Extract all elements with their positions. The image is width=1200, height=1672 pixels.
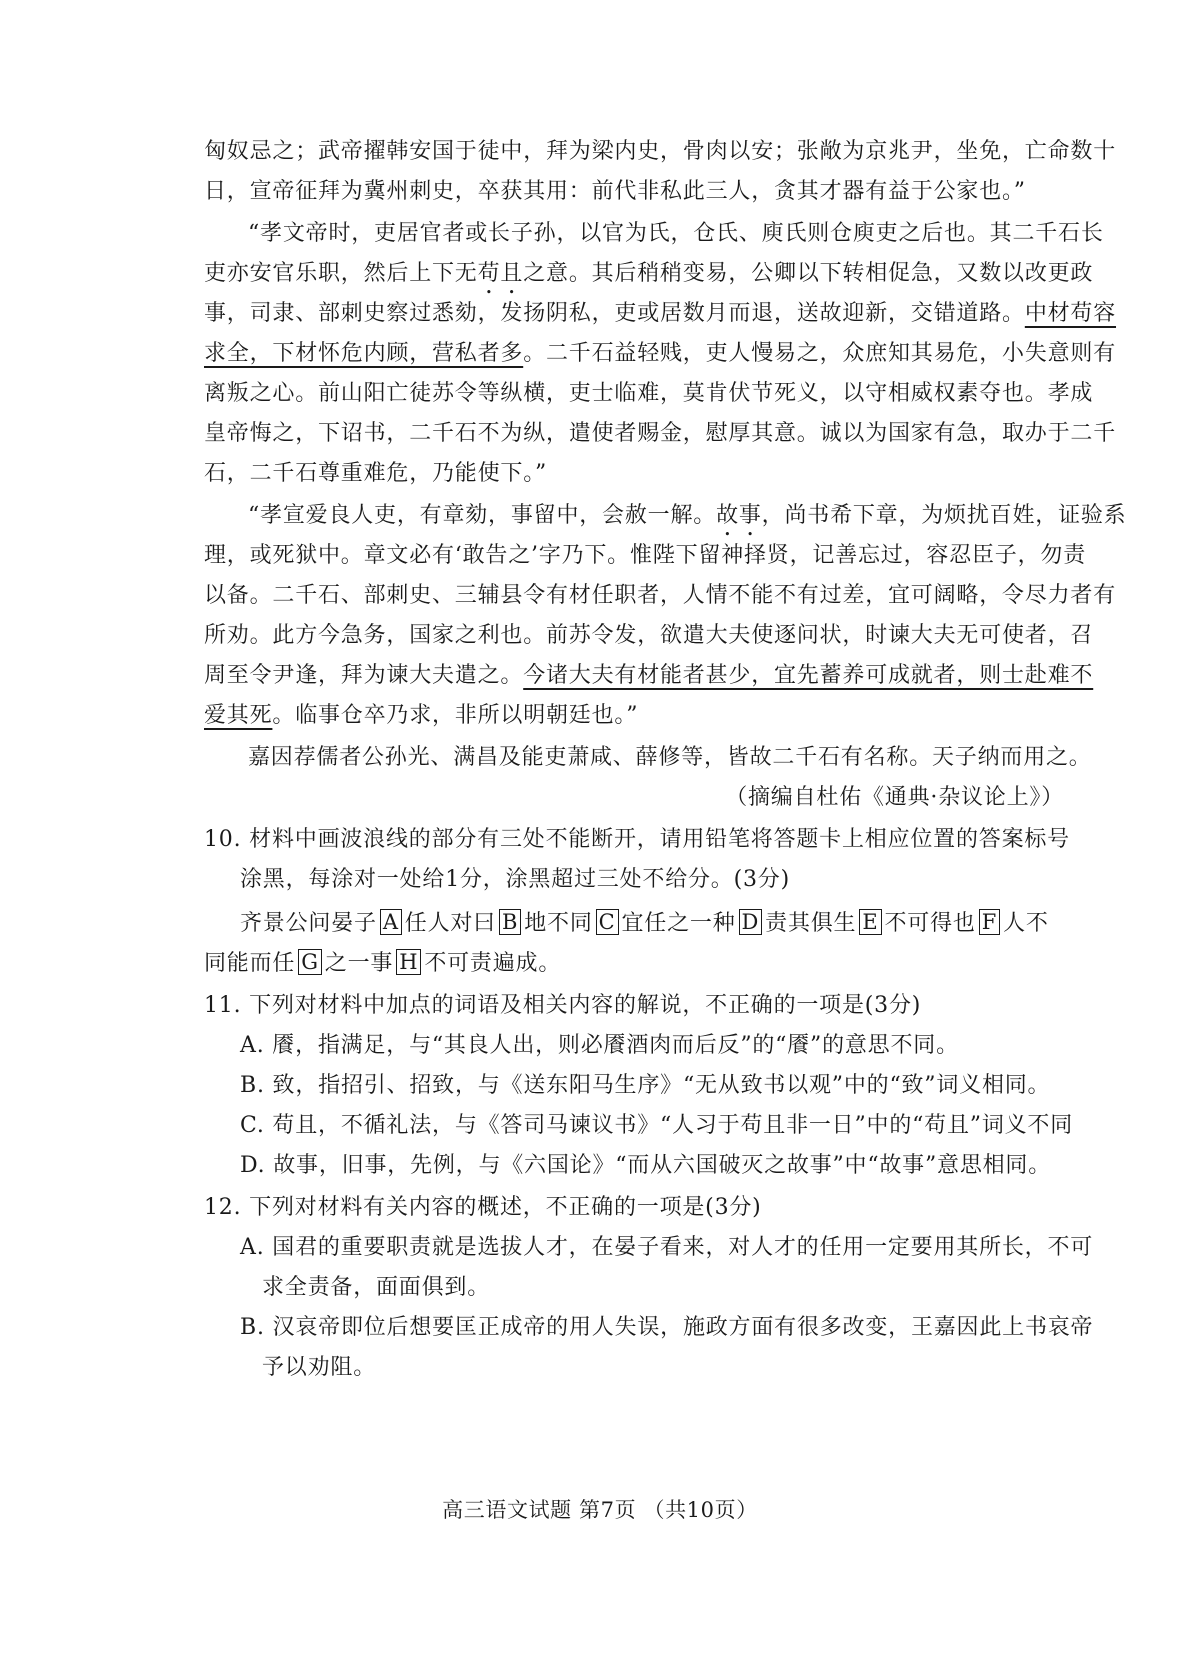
segment: 责其俱生 xyxy=(765,911,857,936)
q11-option-d: D. 故事，旧事，先例，与《六国论》“而从六国破灭之故事”中“故事”意思相同。 xyxy=(240,1153,1052,1178)
segment: 之一事 xyxy=(324,951,394,976)
q11-stem: 11. 下列对材料中加点的词语及相关内容的解说，不正确的一项是(3分) xyxy=(204,993,922,1018)
dotted-word-gouqie: 苟且 xyxy=(477,261,524,286)
q12-option-a-line-1: A. 国君的重要职责就是选拔人才，在晏子看来，对人才的任用一定要用其所长，不可 xyxy=(240,1235,1094,1260)
segment: 地不同 xyxy=(524,911,593,936)
passage-line-6 xyxy=(204,334,1117,374)
passage-line-14 xyxy=(204,656,1094,696)
q10-sentence-line-1 xyxy=(240,904,1064,944)
passage-line-7: 离叛之心。前山阳亡徒苏令等纵横，吏士临难，莫肯伏节死义，以守相威权素夺也。孝成 xyxy=(204,381,1094,406)
passage-line-16: 嘉因荐儒者公孙光、满昌及能吏萧咸、薛修等，皆故二千石有名称。天子纳而用之。 xyxy=(248,745,1092,770)
text-run: 周至令尹逢，拜为谏大夫遣之。 xyxy=(204,663,524,688)
q12-stem: 12. 下列对材料有关内容的概述，不正确的一项是(3分) xyxy=(204,1195,762,1220)
segment: 齐景公问晏子 xyxy=(240,911,377,936)
dotted-word-gushi: 故事 xyxy=(716,503,762,528)
passage-line-9: 石，二千石尊重难危，乃能使下。” xyxy=(204,461,548,486)
passage-line-10 xyxy=(248,496,1127,536)
segment: 同能而任 xyxy=(204,951,296,976)
q11-option-a: A. 餍，指满足，与“其良人出，则必餍酒肉而后反”的“餍”的意思不同。 xyxy=(240,1033,959,1058)
text-run: 。临事仓卒乃求，非所以明朝廷也。” xyxy=(272,703,639,728)
underlined-sentence: 今诸大夫有材能者甚少，宜先蓄养可成就者，则士赴难不 xyxy=(523,663,1094,688)
underlined-sentence: 中材苟容 xyxy=(1024,301,1117,326)
text-run: 。二千石益轻贱，吏人慢易之，众庶知其易危，小失意则有 xyxy=(523,341,1117,366)
q11-option-c: C. 苟且，不循礼法，与《答司马谏议书》“人习于苟且非一日”中的“苟且”词义不同 xyxy=(240,1113,1074,1138)
answer-box-c: C xyxy=(596,909,619,935)
passage-line-3: “孝文帝时，吏居官者或长子孙，以官为氏，仓氏、庾氏则仓庾吏之后也。其二千石长 xyxy=(248,221,1104,246)
source-citation: （摘编自杜佑《通典·杂议论上》） xyxy=(725,785,1064,810)
passage-line-13: 所劝。此方今急务，国家之利也。前苏令发，欲遣大夫使逐问状，时谏大夫无可使者，召 xyxy=(204,623,1094,648)
segment: 不可责遍成。 xyxy=(424,951,562,976)
answer-box-e: E xyxy=(859,909,881,935)
q12-option-b-line-2: 予以劝阻。 xyxy=(262,1355,377,1380)
underlined-sentence: 爱其死 xyxy=(204,703,273,728)
q10-stem-line-2: 涂黑，每涂对一处给1分，涂黑超过三处不给分。(3分) xyxy=(240,867,790,892)
passage-line-12: 以备。二千石、部刺史、三辅县令有材任职者，人情不能不有过差，宜可阔略，令尽力者有 xyxy=(204,583,1117,608)
answer-box-g: G xyxy=(298,949,322,975)
q10-stem-line-1: 10. 材料中画波浪线的部分有三处不能断开，请用铅笔将答题卡上相应位置的答案标号 xyxy=(204,827,1070,852)
answer-box-d: D xyxy=(739,909,763,935)
segment: 人不 xyxy=(1003,911,1049,936)
passage-line-11: 理，或死狱中。章文必有‘敢告之’字乃下。惟陛下留神择贤，记善忘过，容忍臣子，勿责 xyxy=(204,543,1086,568)
passage-line-4 xyxy=(204,254,1094,294)
segment: 不可得也 xyxy=(884,911,976,936)
q10-sentence-line-2 xyxy=(204,944,1064,984)
passage-line-1: 匈奴忌之；武帝擢韩安国于徒中，拜为梁内史，骨肉以安；张敞为京兆尹，坐免，亡命数十 xyxy=(204,139,1117,164)
passage-line-15 xyxy=(204,696,1064,736)
text-run: ，尚书希下章，为烦扰百姓，证验系 xyxy=(761,503,1127,528)
passage-line-2: 日，宣帝征拜为冀州刺史，卒获其用：前代非私此三人，贪其才器有益于公家也。” xyxy=(204,179,1026,204)
text-run: 事，司隶、部刺史察过悉劾，发扬阴私，吏或居数月而退，送故迎新，交错道路。 xyxy=(204,301,1025,326)
answer-box-b: B xyxy=(499,909,521,935)
q12-option-b-line-1: B. 汉哀帝即位后想要匡正成帝的用人失误，施政方面有很多改变，王嘉因此上书哀帝 xyxy=(240,1315,1094,1340)
q12-option-a-line-2: 求全责备，面面俱到。 xyxy=(262,1275,491,1300)
passage-line-8: 皇帝悔之，下诏书，二千石不为纵，遣使者赐金，慰厚其意。诚以为国家有急，取办于二千 xyxy=(204,421,1117,446)
page-footer: 高三语文试题 第7页 （共10页） xyxy=(442,1498,758,1522)
segment: 任人对曰 xyxy=(404,911,496,936)
segment: 宜任之一种 xyxy=(621,911,736,936)
q11-option-b: B. 致，指招引、招致，与《送东阳马生序》“无从致书以观”中的“致”词义相同。 xyxy=(240,1073,1051,1098)
text-run: 吏亦安官乐职，然后上下无 xyxy=(204,261,478,286)
answer-box-f: F xyxy=(979,909,1000,935)
answer-box-h: H xyxy=(396,949,421,975)
passage-line-5 xyxy=(204,294,1117,334)
text-run: “孝宣爱良人吏，有章劾，事留中，会赦一解。 xyxy=(248,503,717,528)
underlined-sentence: 求全，下材怀危内顾，营私者多 xyxy=(204,341,524,366)
text-run: 之意。其后稍稍变易，公卿以下转相促急，又数以改更政 xyxy=(523,261,1094,286)
answer-box-a: A xyxy=(380,909,402,935)
